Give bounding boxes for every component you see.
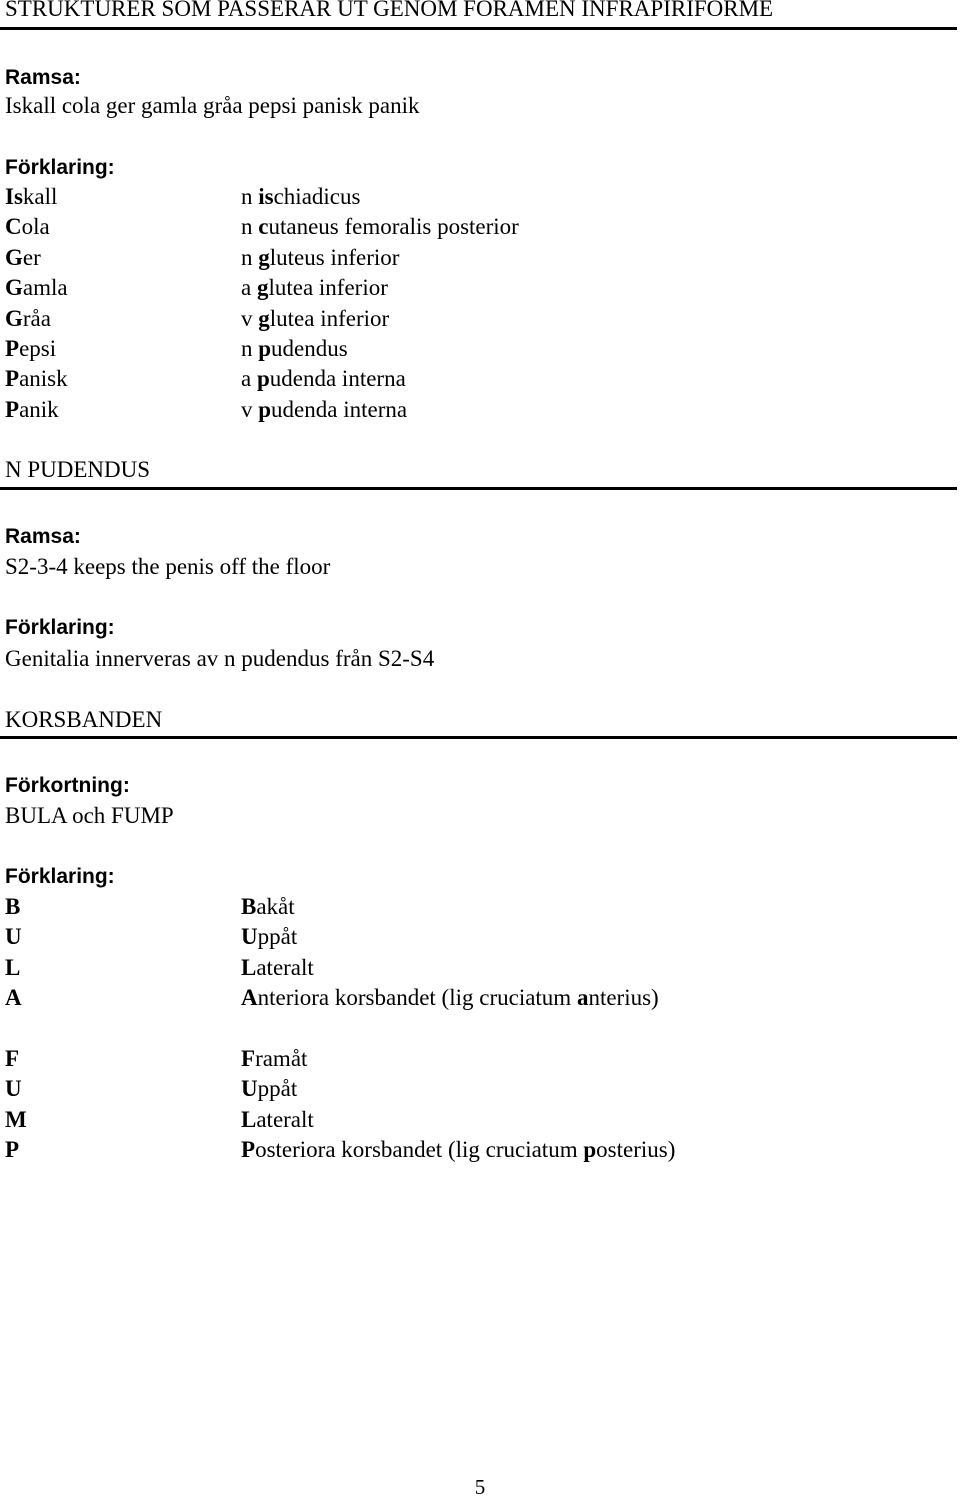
ligament-term: Uppåt [241, 1076, 298, 1102]
ligament-row [5, 892, 955, 922]
pair-term: v glutea inferior [241, 305, 390, 331]
mnemonic-label: Ramsa: [5, 66, 81, 89]
pair-word: Gråa [5, 305, 51, 331]
ligament-row [5, 922, 955, 952]
ligament-letter: L [5, 954, 21, 980]
ligament-term: Lateralt [241, 1106, 314, 1132]
pair-term: a pudenda interna [241, 366, 406, 392]
ligament-term: Anteriora korsbandet (lig cruciatum anterius) [241, 985, 659, 1011]
ligament-row [5, 1105, 955, 1135]
ligament-row [5, 1044, 955, 1074]
section-title-pudendus: N PUDENDUS [5, 457, 151, 482]
pair-term: n pudendus [241, 335, 348, 361]
ligament-row [5, 953, 955, 983]
pair-word: Cola [5, 214, 50, 240]
page-number: 5 [474, 1475, 486, 1499]
mnemonic-text: S2-3-4 keeps the penis off the floor [5, 554, 331, 579]
pair-word: Ger [5, 244, 41, 270]
explanation-label: Förklaring: [5, 616, 115, 639]
abbreviation-text: BULA och FUMP [5, 803, 174, 828]
pair-term: n gluteus inferior [241, 244, 400, 270]
ligament-letter: U [5, 924, 22, 950]
pair-row [5, 304, 955, 334]
pair-word: Panisk [5, 366, 68, 392]
section-rule [0, 736, 957, 739]
pair-term: v pudenda interna [241, 396, 408, 422]
pair-term: n cutaneus femoralis posterior [241, 214, 519, 240]
explanation-label: Förklaring: [5, 865, 115, 888]
pair-row [5, 243, 955, 273]
pair-word: Iskall [5, 184, 58, 209]
explanation-label: Förklaring: [5, 156, 115, 179]
ligament-letter: P [5, 1137, 20, 1163]
pair-row [5, 364, 955, 394]
ligament-letter: U [5, 1076, 22, 1102]
pair-term: a glutea inferior [241, 275, 388, 301]
pair-word: Panik [5, 396, 59, 422]
ligament-row [5, 983, 955, 1013]
pair-row [5, 212, 955, 242]
ligament-term: Framåt [241, 1046, 308, 1071]
pair-row [5, 395, 955, 425]
ligament-term: Lateralt [241, 954, 314, 980]
ligament-letter: F [5, 1046, 20, 1071]
ligament-letter: M [5, 1106, 27, 1132]
section-title-foramen: STRUKTURER SOM PASSERAR UT GENOM FORAMEN INFRAPIRIFORME [5, 0, 774, 21]
section-title-korsbanden: KORSBANDEN [5, 707, 163, 732]
mnemonic-label: Ramsa: [5, 525, 81, 548]
section-rule [0, 27, 957, 30]
abbreviation-label: Förkortning: [5, 774, 130, 797]
ligament-row [5, 1135, 955, 1165]
pair-word: Gamla [5, 275, 68, 301]
section-rule [0, 487, 957, 490]
pair-word: Pepsi [5, 335, 57, 361]
mnemonic-pair-list [5, 182, 955, 425]
ligament-term: Bakåt [241, 894, 295, 919]
pair-row [5, 182, 955, 212]
explanation-text: Genitalia innerveras av n pudendus från S2-S4 [5, 646, 435, 671]
ligament-row [5, 1074, 955, 1104]
ligament-list-fump [5, 1044, 955, 1166]
pair-row [5, 334, 955, 364]
mnemonic-text: Iskall cola ger gamla gråa pepsi panisk panik [5, 93, 420, 118]
pair-row [5, 273, 955, 303]
ligament-term: Posteriora korsbandet (lig cruciatum posterius) [241, 1137, 676, 1163]
ligament-list-bula [5, 892, 955, 1014]
ligament-letter: B [5, 894, 21, 919]
ligament-letter: A [5, 985, 22, 1011]
ligament-term: Uppåt [241, 924, 298, 950]
pair-term: n ischiadicus [241, 184, 361, 209]
